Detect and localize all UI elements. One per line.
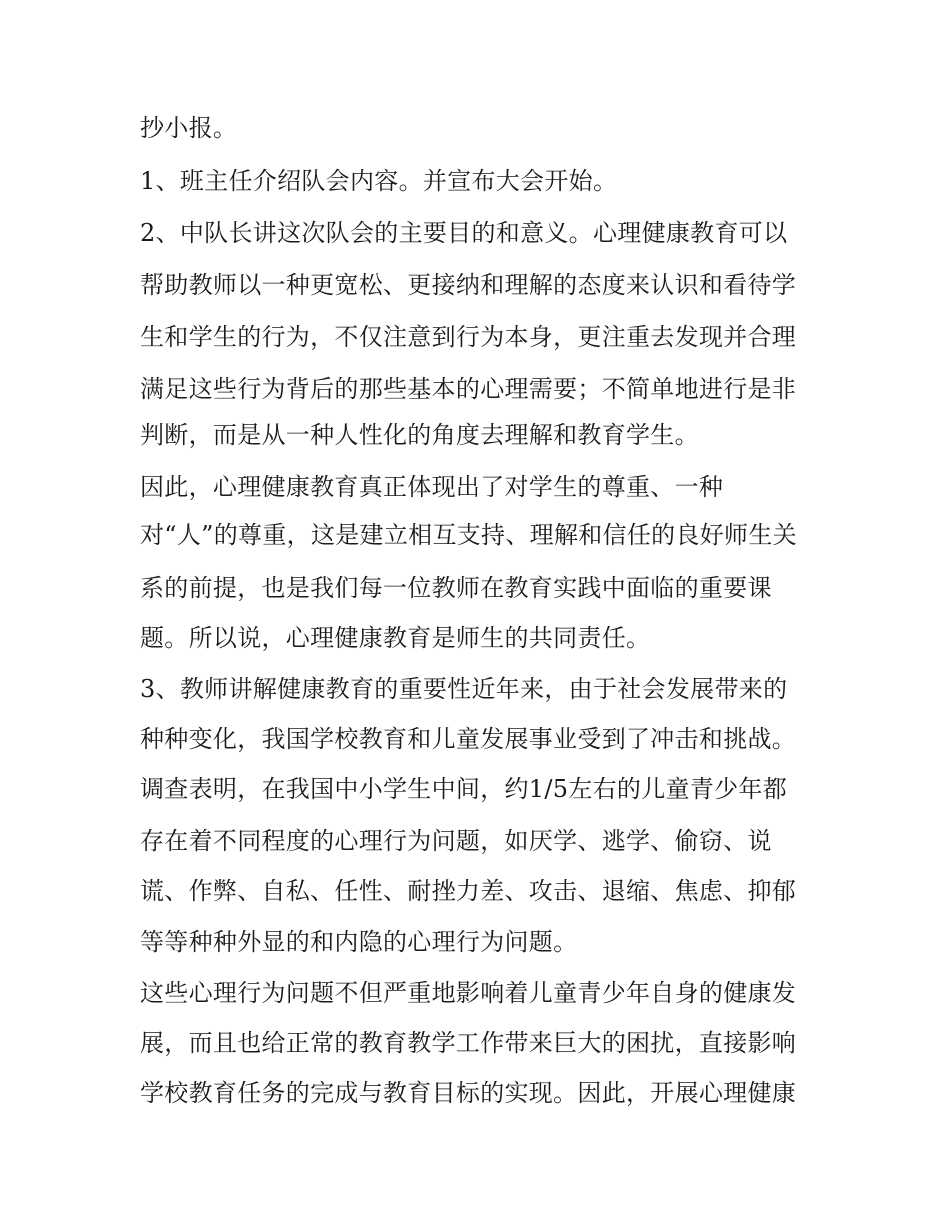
text-line: 抄小报。 [140, 114, 238, 142]
text-line: 满足这些行为背后的那些基本的心理需要；不简单地进行是非 [140, 375, 797, 403]
text-line: 学校教育任务的完成与教育目标的实现。因此，开展心理健康 [140, 1079, 797, 1107]
text-line: 对“人”的尊重，这是建立相互支持、理解和信任的良好师生关 [140, 521, 797, 549]
text-line: 因此，心理健康教育真正体现出了对学生的尊重、一种 [140, 473, 724, 501]
text-line: 判断，而是从一种人性化的角度去理解和教育学生。 [140, 421, 699, 449]
text-line: 调查表明，在我国中小学生中间，约1/5左右的儿童青少年都 [140, 775, 788, 803]
text-line: 系的前提，也是我们每一位教师在教育实践中面临的重要课 [140, 574, 772, 602]
text-line: 题。所以说，心理健康教育是师生的共同责任。 [140, 624, 651, 652]
text-line: 等等种种外显的和内隐的心理行为问题。 [140, 928, 578, 956]
text-line: 展，而且也给正常的教育教学工作带来巨大的困扰，直接影响 [140, 1029, 797, 1057]
text-line: 种种变化，我国学校教育和儿童发展事业受到了冲击和挑战。 [140, 725, 797, 753]
text-line: 存在着不同程度的心理行为问题，如厌学、逃学、偷窃、说 [140, 827, 772, 855]
text-line: 谎、作弊、自私、任性、耐挫力差、攻击、退缩、焦虑、抑郁 [140, 877, 797, 905]
text-line: 2、中队长讲这次队会的主要目的和意义。心理健康教育可以 [140, 219, 788, 247]
text-line: 3、教师讲解健康教育的重要性近年来，由于社会发展带来的 [140, 675, 788, 703]
text-line: 生和学生的行为，不仅注意到行为本身，更注重去发现并合理 [140, 323, 797, 351]
text-line: 1、班主任介绍队会内容。并宣布大会开始。 [140, 167, 618, 195]
text-line: 帮助教师以一种更宽松、更接纳和理解的态度来认识和看待学 [140, 271, 797, 299]
text-line: 这些心理行为问题不但严重地影响着儿童青少年自身的健康发 [140, 979, 797, 1007]
